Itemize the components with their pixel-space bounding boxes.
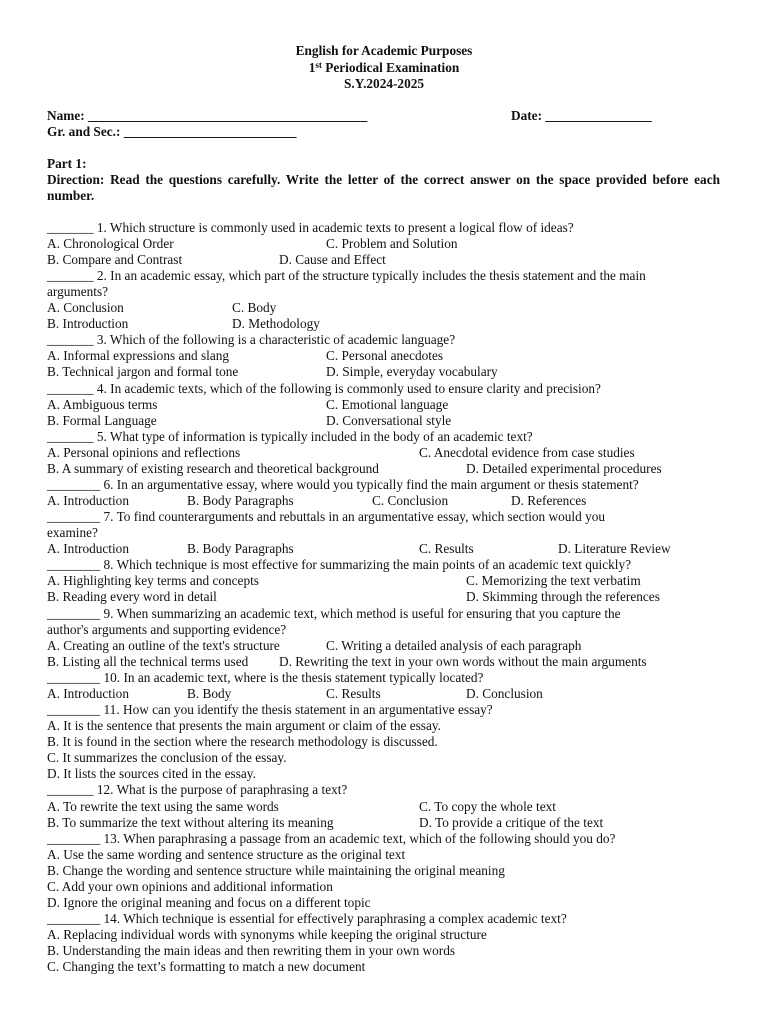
exam-type: Periodical Examination [321, 60, 460, 75]
q2-choice-a: A. Conclusion [47, 300, 124, 315]
q14-choice-b: B. Understanding the main ideas and then rewriting them in your own words [47, 943, 456, 958]
q4-choice-b: B. Formal Language [47, 413, 157, 428]
exam-subtitle [0, 60, 768, 76]
question-8: ________ 8. Which technique is most effective for summarizing the main points of an academic text quickly? [47, 557, 632, 572]
q9-choice-c: C. Writing a detailed analysis of each paragraph [326, 638, 582, 653]
question-14: ________ 14. Which technique is essential for effectively paraphrasing a complex academic text? [47, 911, 567, 926]
q5-choice-d: D. Detailed experimental procedures [466, 461, 662, 476]
q12-choice-a: A. To rewrite the text using the same words [47, 799, 279, 814]
q9-choice-a: A. Creating an outline of the text's structure [47, 638, 280, 653]
q2-choice-c: C. Body [232, 300, 277, 315]
q4-choice-d: D. Conversational style [326, 413, 452, 428]
school-year: S.Y.2024-2025 [343, 76, 425, 91]
question-7: ________ 7. To find counterarguments and rebuttals in an argumentative essay, which section would you [47, 509, 606, 524]
question-12: _______ 12. What is the purpose of paraphrasing a text? [47, 782, 348, 797]
question-10: ________ 10. In an academic text, where is the thesis statement typically located? [47, 670, 484, 685]
q6-choice-c: C. Conclusion [372, 493, 449, 508]
q10-choice-b: B. Body [187, 686, 232, 701]
exam-number-suffix: st [315, 60, 322, 70]
q10-choice-a: A. Introduction [47, 686, 129, 701]
q6-choice-b: B. Body Paragraphs [187, 493, 294, 508]
q11-choice-c: C. It summarizes the conclusion of the essay. [47, 750, 287, 765]
question-3: _______ 3. Which of the following is a characteristic of academic language? [47, 332, 456, 347]
question-2-cont: arguments? [47, 284, 109, 299]
question-5: _______ 5. What type of information is typically included in the body of an academic text? [47, 429, 533, 444]
q9-choice-d: D. Rewriting the text in your own words without the main arguments [279, 654, 647, 669]
q13-choice-b: B. Change the wording and sentence structure while maintaining the original meaning [47, 863, 505, 878]
q8-choice-b: B. Reading every word in detail [47, 589, 217, 604]
q13-choice-d: D. Ignore the original meaning and focus on a different topic [47, 895, 371, 910]
question-9: ________ 9. When summarizing an academic text, which method is useful for ensuring that you capture the [47, 606, 621, 621]
q7-choice-a: A. Introduction [47, 541, 129, 556]
q11-choice-a: A. It is the sentence that presents the main argument or claim of the essay. [47, 718, 441, 733]
q11-choice-d: D. It lists the sources cited in the essay. [47, 766, 256, 781]
question-4: _______ 4. In academic texts, which of the following is commonly used to ensure clarity and precision? [47, 381, 601, 396]
q12-choice-b: B. To summarize the text without altering its meaning [47, 815, 334, 830]
q12-choice-c: C. To copy the whole text [419, 799, 556, 814]
exam-title: English for Academic Purposes [295, 43, 473, 58]
q7-choice-b: B. Body Paragraphs [187, 541, 294, 556]
q14-choice-c: C. Changing the text’s formatting to match a new document [47, 959, 366, 974]
q6-choice-a: A. Introduction [47, 493, 129, 508]
q6-choice-d: D. References [511, 493, 587, 508]
q9-choice-b: B. Listing all the technical terms used [47, 654, 249, 669]
q7-choice-d: D. Literature Review [558, 541, 671, 556]
question-6: ________ 6. In an argumentative essay, where would you typically find the main argument or thesis statement? [47, 477, 639, 492]
direction-text: Direction: Read the questions carefully. Write the letter of the correct answer on the space provided before each number. [47, 172, 720, 203]
q11-choice-b: B. It is found in the section where the research methodology is discussed. [47, 734, 438, 749]
q7-choice-c: C. Results [419, 541, 474, 556]
q8-choice-c: C. Memorizing the text verbatim [466, 573, 641, 588]
question-1: _______ 1. Which structure is commonly used in academic texts to present a logical flow of ideas? [47, 220, 574, 235]
q1-choice-c: C. Problem and Solution [326, 236, 458, 251]
q4-choice-a: A. Ambiguous terms [47, 397, 158, 412]
q3-choice-c: C. Personal anecdotes [326, 348, 444, 363]
question-7-cont: examine? [47, 525, 98, 540]
name-field: Name: __________________________________________ [47, 108, 368, 123]
q2-choice-d: D. Methodology [232, 316, 320, 331]
q8-choice-a: A. Highlighting key terms and concepts [47, 573, 259, 588]
q10-choice-c: C. Results [326, 686, 381, 701]
q5-choice-a: A. Personal opinions and reflections [47, 445, 241, 460]
date-field: Date: ________________ [511, 108, 652, 123]
q3-choice-b: B. Technical jargon and formal tone [47, 364, 239, 379]
q1-choice-b: B. Compare and Contrast [47, 252, 183, 267]
q14-choice-a: A. Replacing individual words with synonyms while keeping the original structure [47, 927, 487, 942]
question-13: ________ 13. When paraphrasing a passage from an academic text, which of the following should you do? [47, 831, 616, 846]
q13-choice-c: C. Add your own opinions and additional information [47, 879, 333, 894]
q4-choice-c: C. Emotional language [326, 397, 449, 412]
q1-choice-a: A. Chronological Order [47, 236, 174, 251]
question-11: ________ 11. How can you identify the thesis statement in an argumentative essay? [47, 702, 493, 717]
q12-choice-d: D. To provide a critique of the text [419, 815, 604, 830]
q2-choice-b: B. Introduction [47, 316, 129, 331]
grade-section-field: Gr. and Sec.: __________________________ [47, 124, 297, 139]
q5-choice-b: B. A summary of existing research and theoretical background [47, 461, 379, 476]
q1-choice-d: D. Cause and Effect [279, 252, 386, 267]
exam-number: 1 [308, 60, 316, 75]
part-label: Part 1: [47, 156, 87, 171]
q8-choice-d: D. Skimming through the references [466, 589, 660, 604]
question-9-cont: author's arguments and supporting evidence? [47, 622, 287, 637]
question-2: _______ 2. In an academic essay, which part of the structure typically includes the thesis statement and the main [47, 268, 646, 283]
q10-choice-d: D. Conclusion [466, 686, 543, 701]
q3-choice-d: D. Simple, everyday vocabulary [326, 364, 498, 379]
q5-choice-c: C. Anecdotal evidence from case studies [419, 445, 635, 460]
q3-choice-a: A. Informal expressions and slang [47, 348, 230, 363]
q13-choice-a: A. Use the same wording and sentence structure as the original text [47, 847, 406, 862]
